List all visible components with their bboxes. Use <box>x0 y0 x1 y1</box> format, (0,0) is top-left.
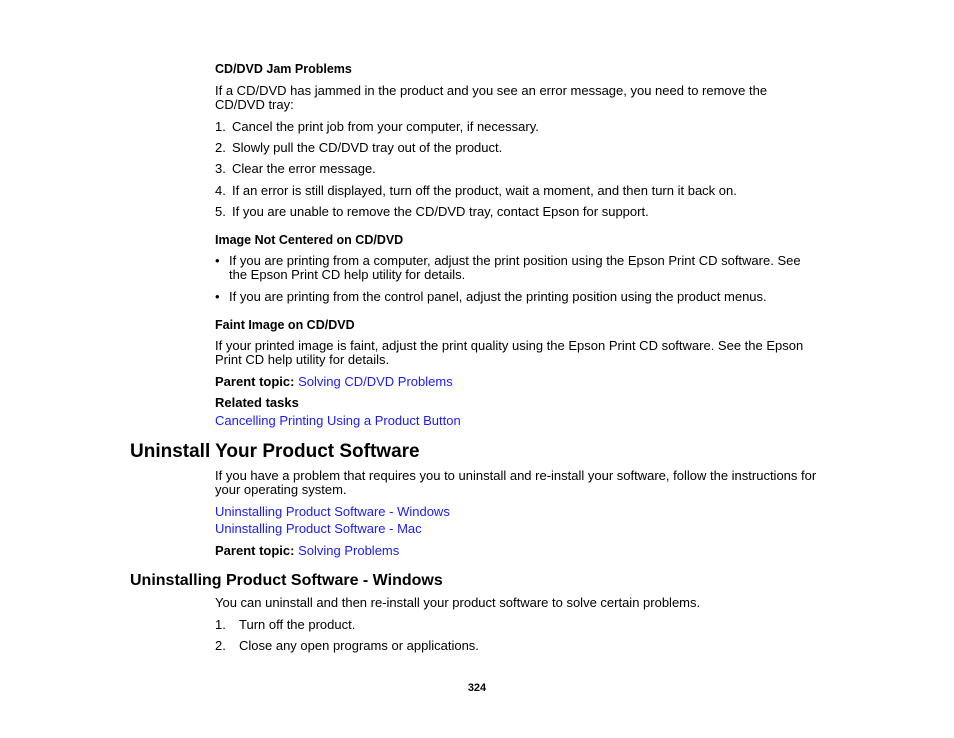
step-number: 1. <box>215 119 226 134</box>
cd-jam-step-5 <box>215 205 649 219</box>
step-text: Clear the error message. <box>232 161 376 176</box>
bullet-icon: • <box>215 289 220 304</box>
step-text: Slowly pull the CD/DVD tray out of the product. <box>232 140 503 155</box>
faint-line1: If your printed image is faint, adjust the print quality using the Epson Print CD software. See the Epson <box>215 338 804 353</box>
faint-parent-topic <box>215 375 453 389</box>
cd-jam-step-4 <box>215 184 737 198</box>
cd-jam-step-3 <box>215 162 376 176</box>
step-text: Close any open programs or applications. <box>239 638 479 653</box>
uninstall-windows-link[interactable]: Uninstalling Product Software - Windows <box>215 504 450 519</box>
step-number: 5. <box>215 204 226 219</box>
faint-line2: Print CD help utility for details. <box>215 352 390 367</box>
uninstall-windows-intro: You can uninstall and then re-install your product software to solve certain problems. <box>215 595 701 610</box>
bullet-icon: • <box>215 253 220 268</box>
not-centered-heading: Image Not Centered on CD/DVD <box>215 233 404 247</box>
step-number: 4. <box>215 183 226 198</box>
cd-jam-intro-line2: CD/DVD tray: <box>215 97 294 112</box>
uninstall-parent-topic <box>215 544 399 558</box>
uninstall-heading: Uninstall Your Product Software <box>130 441 420 462</box>
cd-jam-intro-line1: If a CD/DVD has jammed in the product and you see an error message, you need to remove the <box>215 83 768 98</box>
parent-topic-label: Parent topic: <box>215 374 295 389</box>
related-tasks-label: Related tasks <box>215 395 299 410</box>
page-number: 324 <box>467 682 487 694</box>
uninstall-windows-step-1 <box>215 618 355 632</box>
uninstall-windows-heading: Uninstalling Product Software - Windows <box>130 572 443 589</box>
uninstall-line2: your operating system. <box>215 482 347 497</box>
step-number: 2. <box>215 638 226 653</box>
cd-jam-step-1 <box>215 120 539 134</box>
uninstall-line1: If you have a problem that requires you to uninstall and re-install your software, follow the instructions for <box>215 468 817 483</box>
faint-heading: Faint Image on CD/DVD <box>215 318 355 332</box>
step-text: If you are unable to remove the CD/DVD tray, contact Epson for support. <box>232 204 649 219</box>
not-centered-bullet1-line1: If you are printing from a computer, adjust the print position using the Epson Print CD software. See <box>229 253 801 268</box>
step-number: 2. <box>215 140 226 155</box>
step-number: 1. <box>215 617 226 632</box>
step-number: 3. <box>215 161 226 176</box>
solving-problems-link[interactable]: Solving Problems <box>298 543 400 558</box>
cd-jam-step-2 <box>215 141 502 155</box>
cancelling-printing-link[interactable]: Cancelling Printing Using a Product Button <box>215 413 461 428</box>
solving-cd-dvd-problems-link[interactable]: Solving CD/DVD Problems <box>298 374 453 389</box>
uninstall-windows-step-2 <box>215 639 479 653</box>
step-text: Turn off the product. <box>239 617 356 632</box>
uninstall-mac-link[interactable]: Uninstalling Product Software - Mac <box>215 521 422 536</box>
step-text: Cancel the print job from your computer, if necessary. <box>232 119 539 134</box>
cd-jam-heading: CD/DVD Jam Problems <box>215 62 352 76</box>
step-text: If an error is still displayed, turn off the product, wait a moment, and then turn it back on. <box>232 183 737 198</box>
not-centered-bullet1-line2: the Epson Print CD help utility for details. <box>229 267 466 282</box>
not-centered-bullet2: If you are printing from the control panel, adjust the printing position using the product menus. <box>229 289 767 304</box>
parent-topic-label: Parent topic: <box>215 543 295 558</box>
